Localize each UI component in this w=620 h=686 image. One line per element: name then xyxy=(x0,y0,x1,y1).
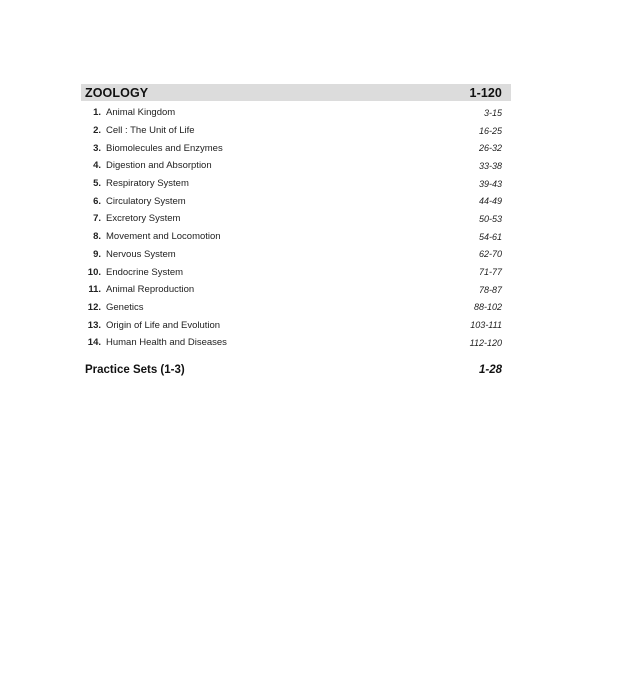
chapter-row xyxy=(81,228,511,246)
practice-sets-page-range: 1-28 xyxy=(478,363,502,376)
chapter-number: 10. xyxy=(87,266,101,278)
chapter-page-range: 3-15 xyxy=(483,107,502,118)
chapter-number: 12. xyxy=(87,301,101,313)
chapter-row xyxy=(81,157,511,175)
chapter-page-range: 33-38 xyxy=(478,160,502,171)
chapter-page-range: 78-87 xyxy=(478,284,502,295)
practice-sets-row xyxy=(81,361,511,379)
section-header xyxy=(81,84,511,101)
chapter-page-range: 88-102 xyxy=(473,302,502,313)
chapter-page-range: 50-53 xyxy=(478,213,502,224)
chapter-row xyxy=(81,334,511,352)
chapter-title: Respiratory System xyxy=(106,178,189,190)
chapter-page-range: 26-32 xyxy=(478,143,502,154)
chapter-number: 7. xyxy=(93,213,101,225)
chapter-number: 5. xyxy=(93,178,101,190)
chapter-row xyxy=(81,139,511,157)
chapter-title: Biomolecules and Enzymes xyxy=(106,142,223,154)
chapter-page-range: 39-43 xyxy=(478,178,502,189)
chapter-page-range: 54-61 xyxy=(478,231,502,242)
chapter-title: Movement and Locomotion xyxy=(106,231,221,243)
chapter-page-range: 16-25 xyxy=(478,125,502,136)
practice-sets-title: Practice Sets (1-3) xyxy=(85,363,185,376)
chapter-title: Excretory System xyxy=(106,213,181,225)
chapter-page-range: 103-111 xyxy=(470,320,502,331)
chapter-page-range: 62-70 xyxy=(478,249,502,260)
chapter-number: 3. xyxy=(93,142,101,154)
chapter-row xyxy=(81,175,511,193)
chapter-row xyxy=(81,104,511,122)
chapter-title: Digestion and Absorption xyxy=(106,160,212,172)
chapter-title: Genetics xyxy=(106,301,144,313)
chapter-number: 11. xyxy=(88,284,101,296)
chapter-row xyxy=(81,316,511,334)
chapter-row xyxy=(81,299,511,317)
chapter-page-range: 112-120 xyxy=(469,337,502,348)
chapter-row xyxy=(81,122,511,140)
chapter-number: 9. xyxy=(93,248,101,260)
chapter-title: Circulatory System xyxy=(106,195,186,207)
chapter-number: 14. xyxy=(87,337,101,349)
chapter-title: Animal Kingdom xyxy=(106,107,176,119)
chapter-number: 13. xyxy=(87,319,101,331)
section-title: ZOOLOGY xyxy=(85,85,149,100)
chapter-number: 8. xyxy=(93,231,101,243)
chapter-title: Cell : The Unit of Life xyxy=(106,125,195,137)
chapter-number: 6. xyxy=(93,195,101,207)
chapter-row xyxy=(81,246,511,264)
chapter-number: 2. xyxy=(93,125,101,137)
chapter-row xyxy=(81,210,511,228)
section-page-range: 1-120 xyxy=(469,85,502,100)
chapter-title: Origin of Life and Evolution xyxy=(106,319,221,331)
chapter-page-range: 71-77 xyxy=(478,267,502,278)
chapter-number: 4. xyxy=(93,160,101,172)
chapter-number: 1. xyxy=(93,107,101,119)
chapter-title: Human Health and Diseases xyxy=(106,337,227,349)
chapter-page-range: 44-49 xyxy=(478,196,502,207)
chapter-title: Endocrine System xyxy=(106,266,184,278)
chapter-row xyxy=(81,192,511,210)
table-of-contents xyxy=(81,84,511,379)
chapter-title: Animal Reproduction xyxy=(106,284,195,296)
chapter-row xyxy=(81,263,511,281)
chapter-row xyxy=(81,281,511,299)
chapter-title: Nervous System xyxy=(106,248,176,260)
chapter-list xyxy=(81,104,511,352)
